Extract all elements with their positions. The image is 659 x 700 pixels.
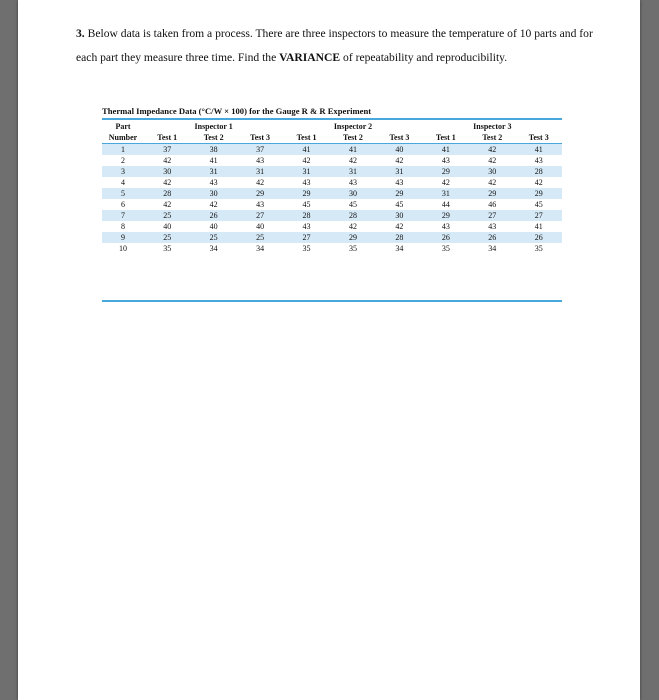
measurement-cell: 35 bbox=[302, 244, 311, 253]
measurement-cell: 29 bbox=[256, 189, 265, 198]
measurement-cell: 43 bbox=[302, 222, 311, 231]
measurement-cell: 43 bbox=[441, 156, 450, 165]
part-number-cell: 5 bbox=[121, 189, 125, 198]
table-row bbox=[102, 166, 562, 177]
part-number-cell: 9 bbox=[121, 233, 125, 242]
measurement-cell: 28 bbox=[348, 211, 357, 220]
part-number-cell: 10 bbox=[119, 244, 127, 253]
measurement-cell: 37 bbox=[163, 145, 172, 154]
test-header: Test 1 bbox=[157, 133, 178, 142]
measurement-cell: 29 bbox=[348, 233, 357, 242]
measurement-cell: 28 bbox=[395, 233, 404, 242]
measurement-cell: 45 bbox=[534, 200, 543, 209]
measurement-cell: 34 bbox=[395, 244, 404, 253]
part-number-cell: 4 bbox=[121, 178, 125, 187]
measurement-cell: 29 bbox=[441, 211, 450, 220]
measurement-cell: 43 bbox=[256, 200, 265, 209]
question-emphasis: VARIANCE bbox=[279, 51, 341, 64]
measurement-cell: 43 bbox=[302, 178, 311, 187]
measurement-cell: 29 bbox=[441, 167, 450, 176]
measurement-cell: 26 bbox=[534, 233, 543, 242]
measurement-cell: 42 bbox=[488, 156, 497, 165]
number-header: Number bbox=[108, 133, 138, 142]
measurement-cell: 43 bbox=[209, 178, 218, 187]
measurement-cell: 25 bbox=[163, 211, 172, 220]
test-header-row bbox=[102, 132, 562, 144]
measurement-cell: 38 bbox=[209, 145, 218, 154]
measurement-cell: 30 bbox=[395, 211, 404, 220]
measurement-cell: 30 bbox=[209, 189, 218, 198]
measurement-cell: 27 bbox=[302, 233, 311, 242]
question-text bbox=[76, 22, 616, 70]
measurement-cell: 42 bbox=[209, 200, 218, 209]
measurement-cell: 41 bbox=[534, 145, 543, 154]
measurement-cell: 42 bbox=[488, 145, 497, 154]
table-row bbox=[102, 144, 562, 156]
measurement-cell: 42 bbox=[163, 178, 172, 187]
question-number: 3. bbox=[76, 27, 85, 40]
test-header: Test 3 bbox=[528, 133, 549, 142]
measurement-cell: 26 bbox=[209, 211, 218, 220]
measurement-cell: 31 bbox=[209, 167, 218, 176]
part-number-cell: 6 bbox=[121, 200, 125, 209]
measurement-cell: 25 bbox=[256, 233, 265, 242]
measurement-cell: 42 bbox=[348, 156, 357, 165]
measurement-cell: 28 bbox=[534, 167, 543, 176]
inspector-1-header: Inspector 1 bbox=[194, 121, 233, 131]
measurement-cell: 29 bbox=[395, 189, 404, 198]
measurement-cell: 43 bbox=[395, 178, 404, 187]
part-number-cell: 2 bbox=[121, 156, 125, 165]
table-row bbox=[102, 210, 562, 221]
measurement-cell: 45 bbox=[395, 200, 404, 209]
measurement-cell: 25 bbox=[209, 233, 218, 242]
measurement-cell: 28 bbox=[163, 189, 172, 198]
measurement-cell: 35 bbox=[534, 244, 543, 253]
part-number-cell: 7 bbox=[121, 211, 125, 220]
document-page bbox=[18, 0, 640, 700]
table-row bbox=[102, 243, 562, 254]
measurement-cell: 27 bbox=[534, 211, 543, 220]
table-row bbox=[102, 199, 562, 210]
part-number-cell: 8 bbox=[121, 222, 125, 231]
part-number-cell: 3 bbox=[121, 167, 125, 176]
measurement-cell: 34 bbox=[256, 244, 265, 253]
part-header: Part bbox=[115, 121, 131, 131]
measurement-cell: 35 bbox=[441, 244, 450, 253]
measurement-cell: 29 bbox=[302, 189, 311, 198]
inspector-header-row bbox=[102, 120, 562, 132]
measurement-cell: 40 bbox=[395, 145, 404, 154]
inspector-3-header: Inspector 3 bbox=[473, 121, 512, 131]
measurement-cell: 40 bbox=[256, 222, 265, 231]
measurement-cell: 34 bbox=[488, 244, 497, 253]
measurement-cell: 31 bbox=[302, 167, 311, 176]
measurement-cell: 41 bbox=[209, 156, 218, 165]
table-body bbox=[102, 144, 562, 255]
measurement-cell: 37 bbox=[256, 145, 265, 154]
test-header: Test 2 bbox=[203, 133, 224, 142]
measurement-cell: 31 bbox=[441, 189, 450, 198]
measurement-cell: 35 bbox=[163, 244, 172, 253]
measurement-cell: 30 bbox=[488, 167, 497, 176]
measurement-cell: 30 bbox=[348, 189, 357, 198]
measurement-cell: 41 bbox=[302, 145, 311, 154]
measurement-cell: 42 bbox=[441, 178, 450, 187]
measurement-cell: 43 bbox=[256, 156, 265, 165]
measurement-cell: 42 bbox=[163, 156, 172, 165]
measurement-cell: 46 bbox=[488, 200, 497, 209]
test-header: Test 1 bbox=[435, 133, 456, 142]
measurement-cell: 42 bbox=[534, 178, 543, 187]
measurement-cell: 34 bbox=[209, 244, 218, 253]
measurement-cell: 27 bbox=[256, 211, 265, 220]
measurement-cell: 27 bbox=[488, 211, 497, 220]
measurement-cell: 45 bbox=[348, 200, 357, 209]
measurement-cell: 42 bbox=[395, 222, 404, 231]
test-header: Test 3 bbox=[250, 133, 271, 142]
measurement-cell: 42 bbox=[302, 156, 311, 165]
measurement-cell: 41 bbox=[348, 145, 357, 154]
measurement-cell: 31 bbox=[395, 167, 404, 176]
measurement-cell: 31 bbox=[348, 167, 357, 176]
table-row bbox=[102, 177, 562, 188]
test-header: Test 1 bbox=[296, 133, 317, 142]
table-bottom-rule bbox=[102, 300, 562, 302]
table-row bbox=[102, 188, 562, 199]
test-header: Test 2 bbox=[482, 133, 503, 142]
measurement-cell: 40 bbox=[209, 222, 218, 231]
measurement-cell: 42 bbox=[256, 178, 265, 187]
measurement-cell: 42 bbox=[488, 178, 497, 187]
inspector-2-header: Inspector 2 bbox=[333, 121, 373, 131]
measurement-cell: 43 bbox=[348, 178, 357, 187]
measurement-cell: 35 bbox=[348, 244, 357, 253]
measurement-cell: 29 bbox=[534, 189, 543, 198]
gauge-rr-table bbox=[102, 120, 562, 254]
measurement-cell: 41 bbox=[534, 222, 543, 231]
question-body-start: Below data is taken from a process. There are three inspectors to measure the temperature of 10 parts and for each part they measure three time. Find the bbox=[76, 27, 593, 64]
table-title: Thermal Impedance Data (°C/W × 100) for the Gauge R & R Experiment bbox=[102, 106, 372, 116]
measurement-cell: 42 bbox=[395, 156, 404, 165]
table-row bbox=[102, 232, 562, 243]
table-row bbox=[102, 155, 562, 166]
measurement-cell: 43 bbox=[534, 156, 543, 165]
measurement-cell: 25 bbox=[163, 233, 172, 242]
measurement-cell: 44 bbox=[441, 200, 450, 209]
test-header: Test 2 bbox=[343, 133, 363, 142]
measurement-cell: 26 bbox=[488, 233, 497, 242]
measurement-cell: 43 bbox=[441, 222, 450, 231]
measurement-cell: 41 bbox=[441, 145, 450, 154]
measurement-cell: 42 bbox=[163, 200, 172, 209]
part-number-cell: 1 bbox=[121, 145, 125, 154]
measurement-cell: 29 bbox=[488, 189, 497, 198]
measurement-cell: 31 bbox=[256, 167, 265, 176]
measurement-cell: 45 bbox=[302, 200, 311, 209]
table-row bbox=[102, 221, 562, 232]
measurement-cell: 42 bbox=[348, 222, 357, 231]
measurement-cell: 30 bbox=[163, 167, 172, 176]
measurement-cell: 28 bbox=[302, 211, 311, 220]
measurement-cell: 26 bbox=[441, 233, 450, 242]
test-header: Test 3 bbox=[389, 133, 410, 142]
measurement-cell: 43 bbox=[488, 222, 497, 231]
measurement-cell: 40 bbox=[163, 222, 172, 231]
question-body-end: of repeatability and reproducibility. bbox=[340, 51, 508, 64]
